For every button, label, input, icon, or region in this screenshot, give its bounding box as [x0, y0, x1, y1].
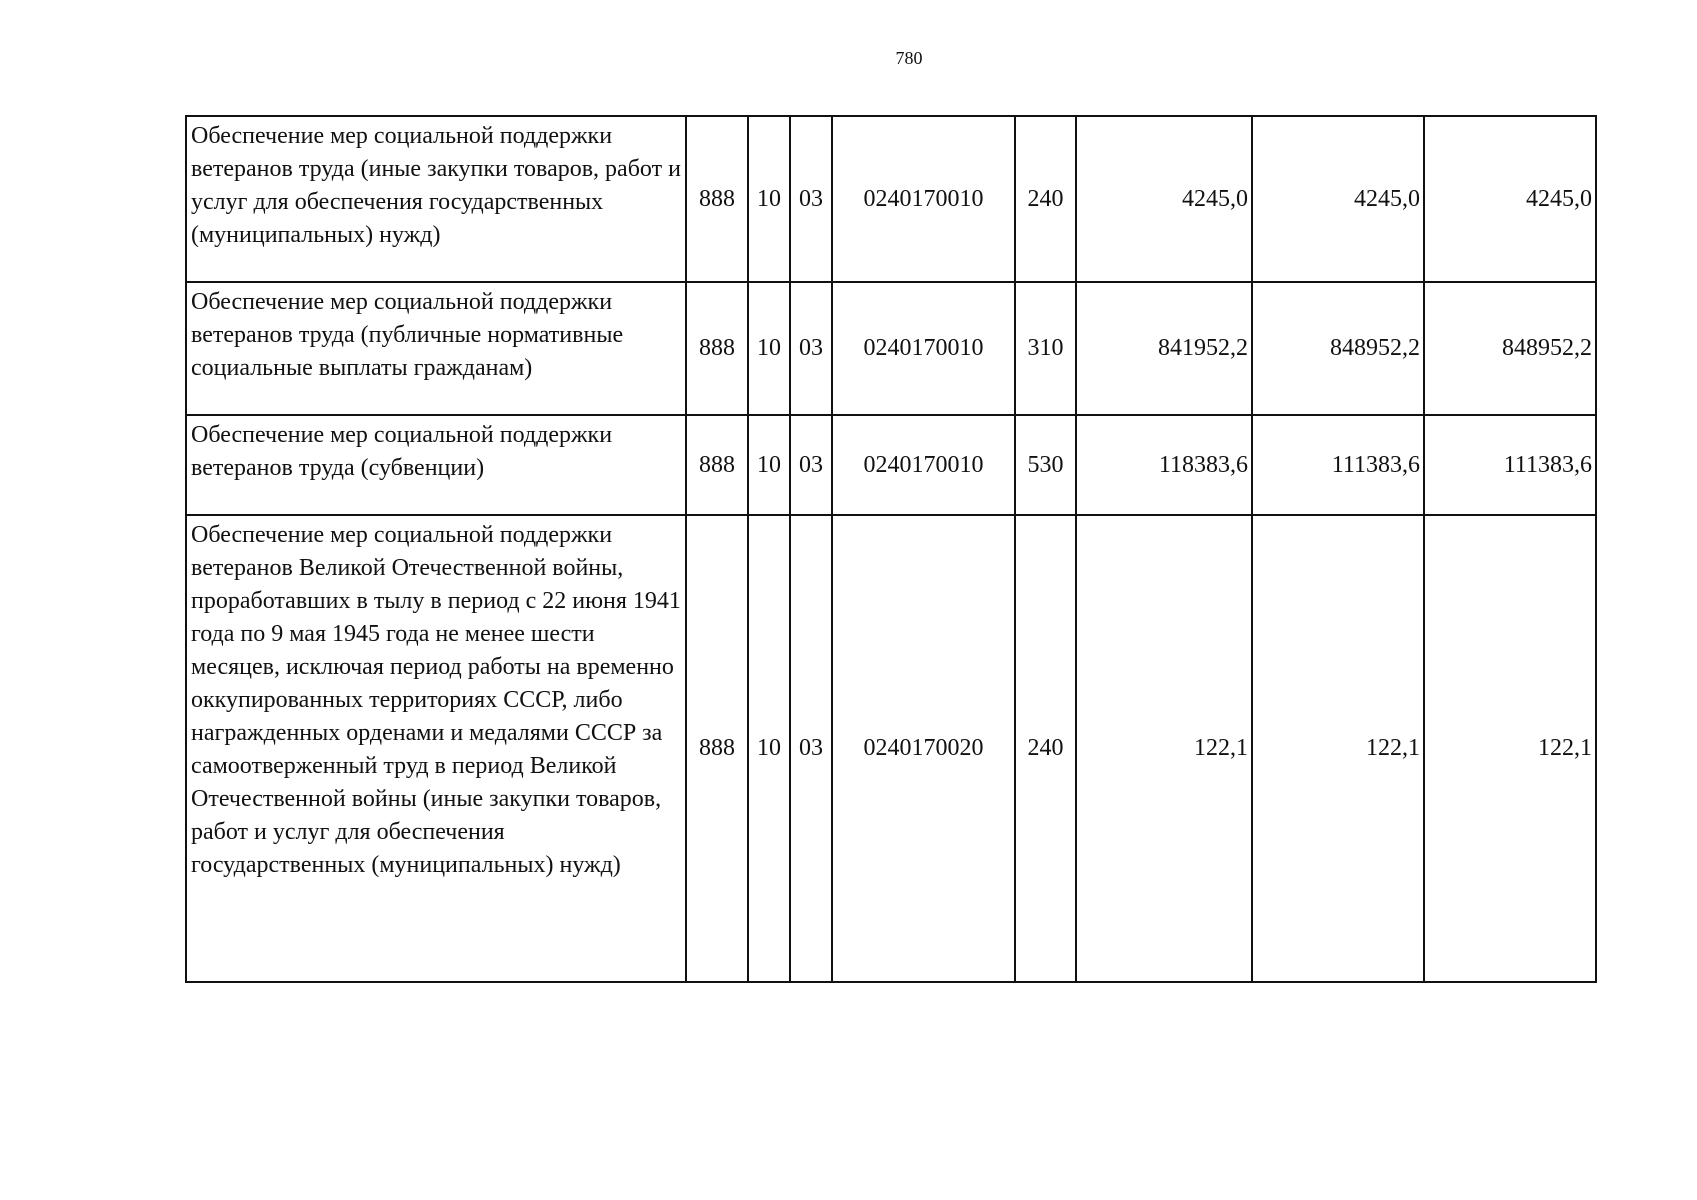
section-code-cell: 10: [748, 282, 790, 415]
ministry-code-cell: 888: [686, 116, 748, 282]
table-row: [186, 415, 1596, 515]
budget-table: [185, 115, 1597, 983]
amount-2-cell: 111383,6: [1252, 415, 1424, 515]
amount-2-cell: 4245,0: [1252, 116, 1424, 282]
amount-2-cell: 848952,2: [1252, 282, 1424, 415]
amount-1-cell: 841952,2: [1076, 282, 1252, 415]
target-article-cell: 0240170020: [832, 515, 1015, 982]
ministry-code-cell: 888: [686, 415, 748, 515]
amount-3-cell: 848952,2: [1424, 282, 1596, 415]
page-number: 780: [895, 48, 923, 68]
target-article-cell: 0240170010: [832, 116, 1015, 282]
subsection-code-cell: 03: [790, 116, 832, 282]
subsection-code-cell: 03: [790, 515, 832, 982]
amount-1-cell: 122,1: [1076, 515, 1252, 982]
target-article-cell: 0240170010: [832, 415, 1015, 515]
amount-1-cell: 4245,0: [1076, 116, 1252, 282]
section-code-cell: 10: [748, 515, 790, 982]
amount-3-cell: 4245,0: [1424, 116, 1596, 282]
expense-type-cell: 310: [1015, 282, 1076, 415]
subsection-code-cell: 03: [790, 282, 832, 415]
expense-type-cell: 240: [1015, 116, 1076, 282]
amount-3-cell: 111383,6: [1424, 415, 1596, 515]
expense-type-cell: 530: [1015, 415, 1076, 515]
expense-name-cell: Обеспечение мер социальной поддержки ветеранов Великой Отечественной войны, проработавших в тылу в период с 22 июня 1941 года по 9 мая 1945 года не менее шести месяцев, исключая период работы на временно оккупированных территориях СССР, либо награжденных орденами и медалями СССР за самоотверженный труд в период Великой Отечественной войны (иные закупки товаров, работ и услуг для обеспечения государственных (муниципальных) нужд): [186, 515, 686, 982]
target-article-cell: 0240170010: [832, 282, 1015, 415]
expense-name-cell: Обеспечение мер социальной поддержки ветеранов труда (субвенции): [186, 415, 686, 515]
table-row: [186, 515, 1596, 982]
section-code-cell: 10: [748, 116, 790, 282]
ministry-code-cell: 888: [686, 282, 748, 415]
expense-name-cell: Обеспечение мер социальной поддержки ветеранов труда (публичные нормативные социальные выплаты гражданам): [186, 282, 686, 415]
amount-1-cell: 118383,6: [1076, 415, 1252, 515]
subsection-code-cell: 03: [790, 415, 832, 515]
expense-type-cell: 240: [1015, 515, 1076, 982]
ministry-code-cell: 888: [686, 515, 748, 982]
amount-3-cell: 122,1: [1424, 515, 1596, 982]
section-code-cell: 10: [748, 415, 790, 515]
amount-2-cell: 122,1: [1252, 515, 1424, 982]
table-row: [186, 116, 1596, 282]
expense-name-cell: Обеспечение мер социальной поддержки ветеранов труда (иные закупки товаров, работ и услуг для обеспечения государственных (муниципальных) нужд): [186, 116, 686, 282]
table-row: [186, 282, 1596, 415]
